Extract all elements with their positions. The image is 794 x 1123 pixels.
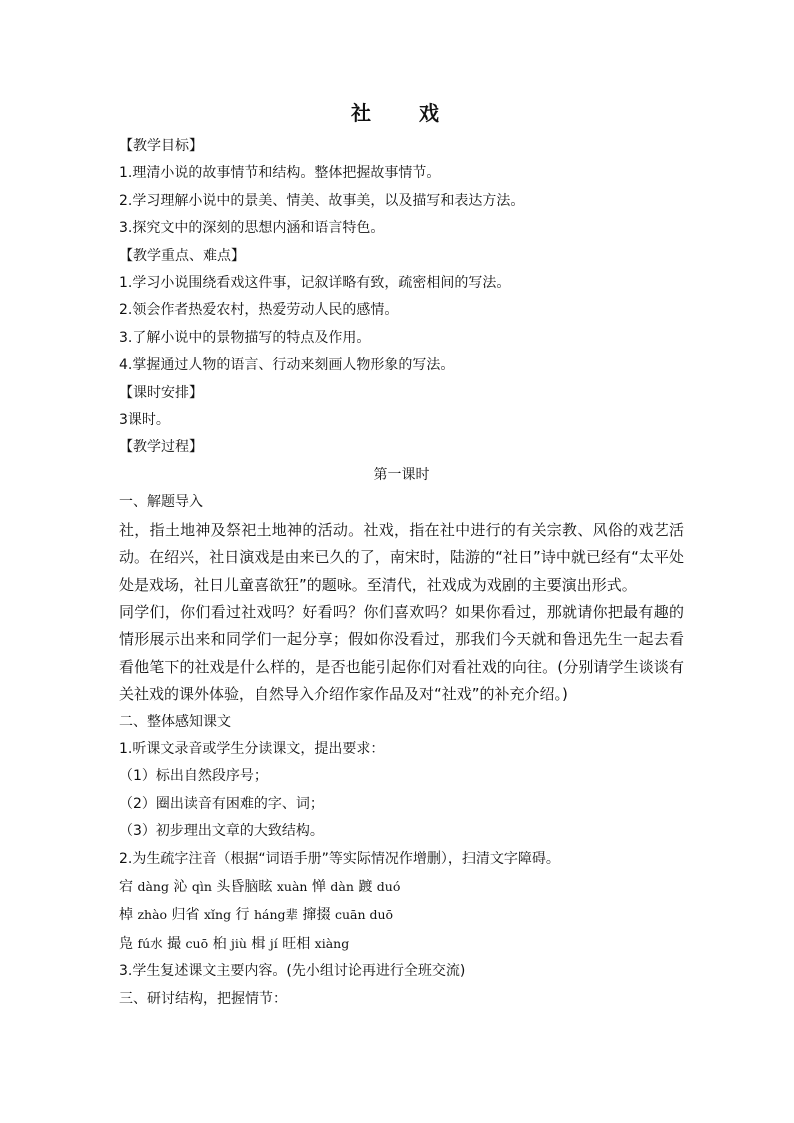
- vocab-word: 撮: [167, 935, 182, 952]
- part-title: 一、解题导入: [119, 494, 203, 511]
- step-item: 3.学生复述课文主要内容。(先小组讨论再进行全班交流): [119, 963, 466, 980]
- vocab-pinyin: dàng: [137, 878, 169, 894]
- pinyin-row: [119, 901, 684, 929]
- vocab-pinyin: zhào: [137, 907, 168, 923]
- paragraph: 社，指土地神及祭祀土地神的活动。社戏，指在社中进行的有关宗教、风俗的戏艺活动。在绍兴，社日演戏是由来已久的了，南宋时，陆游的“社日”诗中就已经有“太平处处是戏场，社日儿童喜欲狂”的题咏。至清代，社戏成为戏剧的主要演出形式。: [119, 520, 684, 594]
- vocab-word: 楫: [251, 935, 266, 952]
- paragraph: 同学们，你们看过社戏吗？好看吗？你们喜欢吗？如果你看过，那就请你把最有趣的情形展示出来和同学们一起分享；假如你没看过，那我们今天就和鲁迅先生一起去看看他笔下的社戏是什么样的，是否也能引起你们对看社戏的向往。(分别请学生谈谈有关社戏的课外体验，自然导入介绍作家作品及对“社戏”的补充介绍。): [119, 602, 684, 704]
- vocab-word: 归省: [171, 907, 200, 924]
- vocab-word: 桕: [212, 935, 227, 952]
- vocab-word: 沁: [173, 878, 188, 895]
- vocab-pinyin: xuàn: [276, 878, 308, 894]
- keypoint-item: 2.领会作者热爱农村，热爱劳动人民的感情。: [119, 302, 399, 319]
- vocab-word: 宕: [119, 878, 133, 895]
- keypoint-item: 3.了解小说中的景物描写的特点及作用。: [119, 329, 371, 346]
- vocab-word: 旺相: [282, 935, 311, 952]
- goal-item: 2.学习理解小说中的景美、情美、故事美，以及描写和表达方法。: [119, 192, 525, 209]
- vocab-word: 凫: [119, 935, 133, 952]
- vocab-pinyin: cuō: [185, 935, 209, 951]
- document-body: [119, 133, 684, 1013]
- document-title: 社 戏: [351, 101, 453, 125]
- pinyin-row: [119, 930, 684, 958]
- vocab-pinyin: cuān duō: [334, 907, 394, 923]
- part-title: 二、整体感知课文: [119, 713, 231, 730]
- keypoint-item: 4.掌握通过人物的语言、行动来刻画人物形象的写法。: [119, 357, 455, 374]
- vocab-pinyin: jí: [269, 935, 278, 951]
- vocab-pinyin: xiàng: [314, 935, 350, 951]
- goal-item: 1.理清小说的故事情节和结构。整体把握故事情节。: [119, 165, 441, 182]
- schedule-text: 3课时。: [119, 412, 170, 429]
- vocab-pinyin: dàn: [330, 878, 354, 894]
- section-heading-goals: 【教学目标】: [119, 138, 203, 154]
- vocab-pinyin: háng辈: [254, 907, 299, 923]
- section-heading-keypoints: 【教学重点、难点】: [119, 247, 245, 264]
- vocab-word: 头昏脑眩: [216, 878, 273, 895]
- sub-step-item: （1）标出自然段序号；: [119, 768, 268, 785]
- vocab-pinyin: xǐng: [203, 907, 232, 923]
- sub-step-item: （3）初步理出文章的大致结构。: [119, 823, 324, 840]
- goal-item: 3.探究文中的深刻的思想内涵和语言特色。: [119, 220, 385, 237]
- sub-step-item: （2）圈出读音有困难的字、词；: [119, 795, 324, 812]
- vocab-pinyin: fú水: [137, 935, 163, 951]
- section-heading-process: 【教学过程】: [119, 439, 203, 456]
- vocab-pinyin: duó: [376, 878, 401, 894]
- keypoint-item: 1.学习小说围绕看戏这件事，记叙详略有致，疏密相间的写法。: [119, 275, 511, 292]
- vocab-word: 棹: [119, 907, 133, 924]
- vocab-pinyin: qìn: [191, 878, 212, 894]
- step-item: 2.为生疏字注音（根据“词语手册”等实际情况作增删），扫清文字障碍。: [119, 850, 560, 867]
- lesson-title: 第一课时: [373, 466, 430, 483]
- vocab-word: 行: [235, 907, 250, 924]
- pinyin-row: [119, 873, 684, 901]
- vocab-word: 踱: [358, 878, 373, 895]
- vocab-word: 撺掇: [302, 907, 331, 924]
- section-heading-schedule: 【课时安排】: [119, 384, 203, 401]
- vocab-pinyin: jiù: [231, 935, 247, 951]
- vocab-word: 惮: [311, 878, 326, 895]
- part-title: 三、研讨结构，把握情节：: [119, 990, 287, 1007]
- step-item: 1.听课文录音或学生分读课文，提出要求：: [119, 740, 385, 757]
